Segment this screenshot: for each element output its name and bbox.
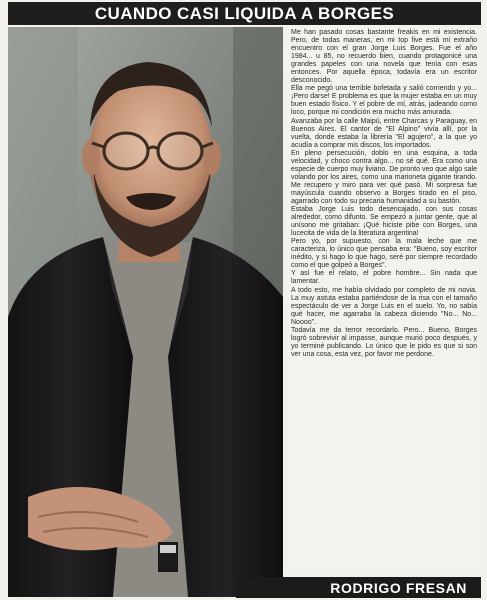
article-paragraph: Todavía me da terror recordarlo. Pero... Bueno, Borges logró sobrevivir al impasse, aunque murió poco después, y yo terminé publicando. Lo único que le pido es que si son ver una cosa, esta vez, por favor me perdone. — [291, 326, 477, 358]
article-body — [287, 27, 479, 359]
article-paragraph: En pleno persecución, doblo en una esquina, a toda velocidad, y choco contra algo... no sé qué. Era como una especie de cuerpo muy liviano. De pronto veo que algo sale volando por los aires, como una marioneta gigante tirando. Me recupero y miro para ver qué pasó. Mi sorpresa fue mayúscula cuando observo a Borges tirado en el piso, agarrado con todo su precaria humanidad a su bastón. — [291, 149, 477, 205]
header-bar — [8, 2, 481, 25]
portrait-illustration — [8, 27, 283, 597]
article-paragraph: Pero yo, por supuesto, con la mala leche que me caracteriza, lo único que pensaba era: "Bueno, soy escritor inédito, y si hago lo que hago, seré por siempre recordado como el que golpeó a Borges". — [291, 238, 477, 270]
article-title: CUANDO CASI LIQUIDA A BORGES — [94, 3, 395, 23]
article-paragraph: Y así fue el relato, el pobre hombre... Sin nada que lamentar. — [291, 270, 477, 286]
article-paragraph: A todo esto, me había olvidado por completo de mi novia. La muy astuta estaba partiéndose de la risa con el tamaño espectáculo de ver a Jorge Luis en el suelo. Yo, no sabía qué hacer, me agarraba la cabeza diciendo "No... No... Noooo". — [291, 286, 477, 326]
article-paragraph: Avanzaba por la calle Maipú, entre Charcas y Paraguay, en Buenos Aires. El cantor de "El Alpino" vivía allí, por la vuelta, donde estaba la librería "El agujero", a la que yo acudía a comprar mis discos, los importados. — [291, 117, 477, 149]
article-paragraph: Estaba Jorge Luis todo desencajado, con sus cosas alrededor, como difunto. Se empezó a juntar gente, que al unísono me gritaban: ¡Qué hiciste pibe con Borges, una lucecita de vida de la literatura argentina! — [291, 206, 477, 238]
author-name: RODRIGO FRESAN — [330, 579, 467, 596]
byline-bar — [236, 577, 481, 598]
author-portrait-photo — [8, 27, 283, 597]
article-text-column — [287, 27, 479, 567]
article-paragraph: Me han pasado cosas bastante freakis en mi existencia. Pero, de todas maneras, en mi top five está mi extraño encuentro con el gran Jorge Luis Borges. Fue el año 1984... u 85, no recuerdo bien, cuando protagonicé una grandes papeles con una novela que tenía con esas entonces. Por aquella época, todavía era un escritor desconocido. — [291, 29, 477, 85]
article-paragraph: Ella me pegó una terrible bofetada y salió corriendo y yo... ¡Pero darse! E problema es que la mujer estaba en un muy buen estado físico. Y el pobre de mí, atrás, jadeando como loco, porque mi condición era mucho más amurada. — [291, 85, 477, 117]
